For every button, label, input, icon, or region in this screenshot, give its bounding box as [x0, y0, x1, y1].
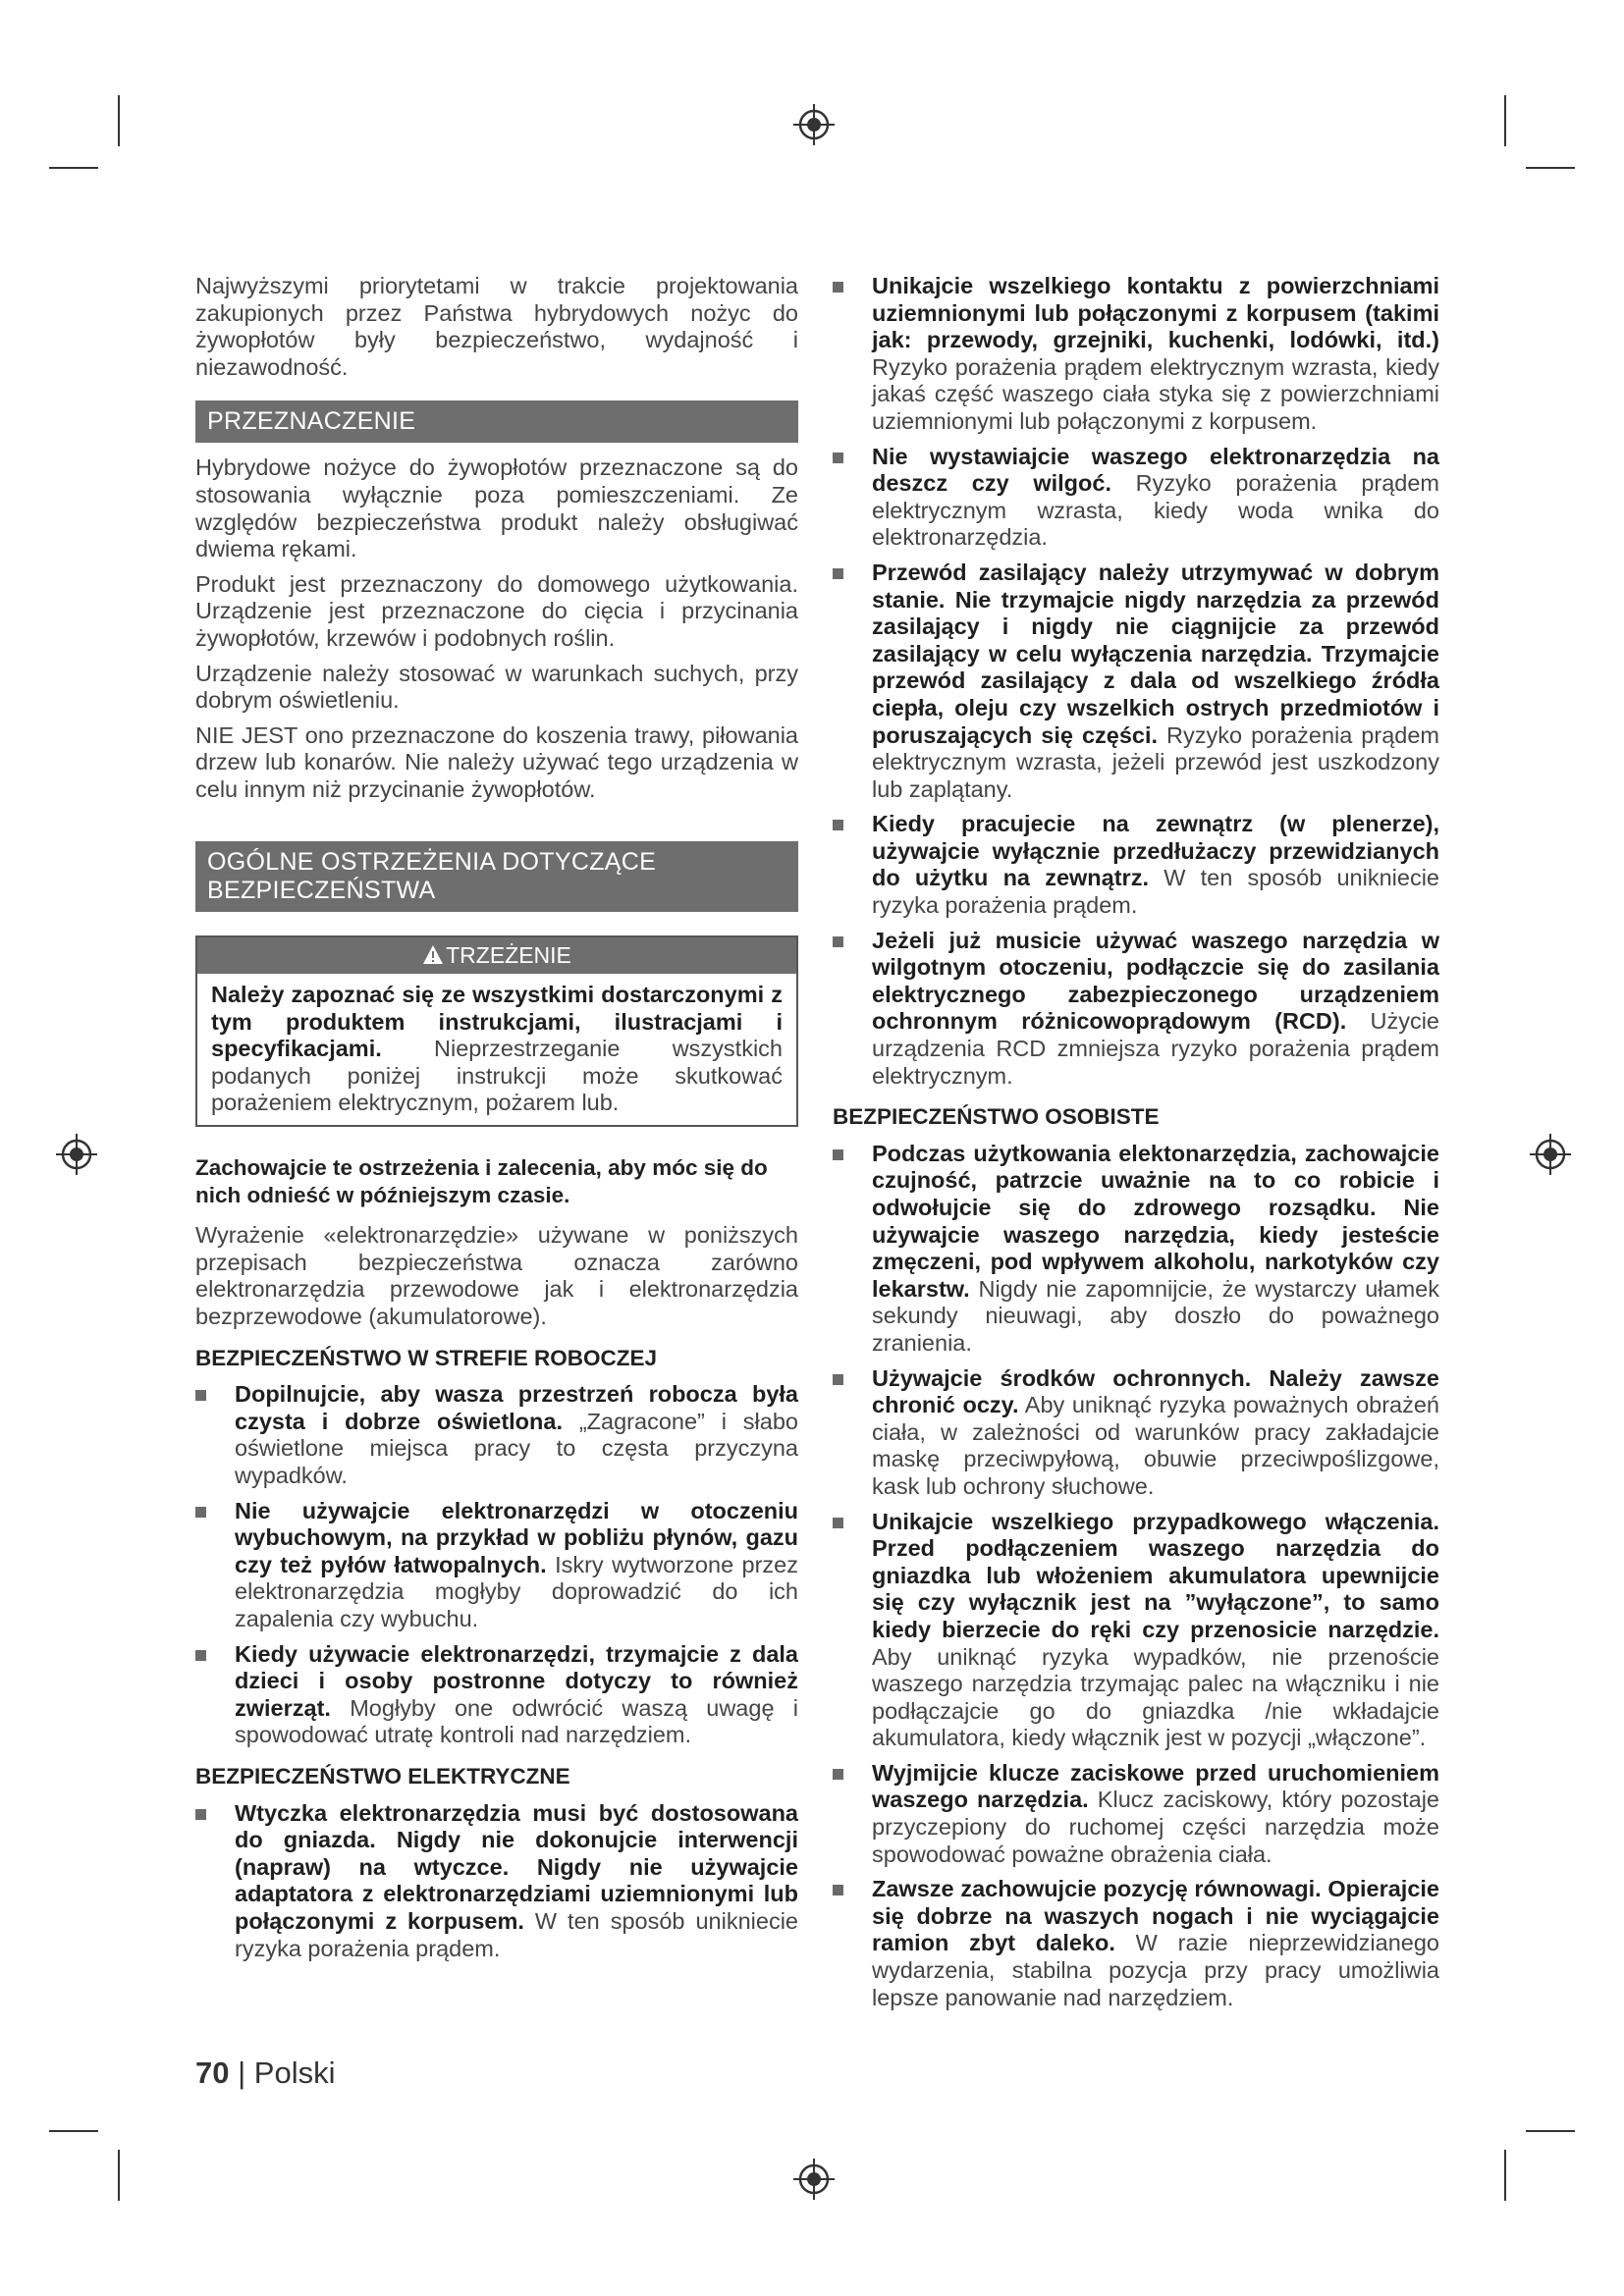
- footer-separator: |: [238, 2056, 246, 2090]
- registration-mark-icon: [54, 1132, 99, 1177]
- item-text: Użycie urządzenia RCD zmniejsza ryzyko porażenia prądem elektrycznym.: [872, 1008, 1439, 1089]
- purpose-paragraph: Hybrydowe nożyce do żywopłotów przeznaczone są do stosowania wyłącznie poza pomieszczeniami. Ze względów bezpieczeństwa produkt należy obsługiwać dwiema rękami.: [195, 454, 798, 562]
- list-item: [195, 1800, 798, 1963]
- list-item: [833, 560, 1439, 803]
- item-bold-text: Kiedy pracujecie na zewnątrz (w plenerze), używajcie wyłącznie przedłużaczy przewidzianych do użytku na zewnątrz.: [872, 811, 1439, 891]
- list-item: [833, 1876, 1439, 2011]
- item-text: W razie nieprzewidzianego wydarzenia, stabilna pozycja przy pracy umożliwia lepsze panowanie nad narzędziem.: [872, 1930, 1439, 2010]
- item-text: Mogłyby one odwrócić waszą uwagę i spowodować utratę kontroli nad narzędziem.: [235, 1694, 798, 1748]
- square-bullet-icon: [195, 1390, 206, 1401]
- square-bullet-icon: [833, 820, 843, 830]
- square-bullet-icon: [833, 1374, 843, 1385]
- keep-instructions-note: Zachowajcie te ostrzeżenia i zalecenia, aby móc się do nich odnieść w późniejszym czasie.: [195, 1155, 768, 1207]
- square-bullet-icon: [833, 1769, 843, 1780]
- page-footer: [195, 2056, 336, 2091]
- crop-mark: [118, 95, 120, 146]
- warning-header: [197, 937, 796, 975]
- item-text: Aby uniknąć ryzyka poważnych obrażeń ciała, w zależności od warunków pracy zakładajcie maskę przeciwpyłową, obuwie przeciwpoślizgowe, kask lub ochrony słuchowe.: [872, 1392, 1440, 1499]
- item-bold-text: Przewód zasilający należy utrzymywać w dobrym stanie. Nie trzymajcie nigdy narzędzia za przewód zasilający i nigdy nie ciągnijcie za przewód zasilający w celu wyłączenia narzędzia. Trzymajcie przewód zasilający z dala od wszelkiego źródła ciepła, oleju czy wszelkich ostrych przedmiotów i poruszających się części.: [872, 559, 1439, 748]
- section-heading-line: OGÓLNE OSTRZEŻENIA DOTYCZĄCE: [207, 847, 657, 876]
- registration-mark-icon: [791, 102, 837, 147]
- square-bullet-icon: [833, 1518, 843, 1528]
- item-text: W ten sposób unikniecie ryzyka porażenia prądem.: [235, 1907, 798, 1961]
- warning-title: TRZEŻENIE: [446, 941, 571, 968]
- item-bold-text: Używajcie środków ochronnych. Należy zawsze chronić oczy.: [872, 1364, 1439, 1418]
- right-column: [833, 273, 1439, 2019]
- list-item: [833, 1760, 1439, 1868]
- section-heading-line: BEZPIECZEŃSTWA: [207, 876, 436, 904]
- item-bold-text: Podczas użytkowania elektonarzędzia, zachowajcie czujność, patrzcie uważnie na to co robicie i odwołujcie się do zdrowego rozsądku. Nie używajcie waszego narzędzia, kiedy jesteście zmęczeni, pod wpływem alkoholu, narkotyków czy lekarstw.: [872, 1140, 1439, 1302]
- item-bold-text: Nie wystawiajcie waszego elektronarzędzia na deszcz czy wilgoć.: [872, 443, 1439, 497]
- item-text: Ryzyko porażenia prądem elektrycznym wzrasta, jeżeli przewód jest uszkodzony lub zaplątany.: [872, 721, 1439, 802]
- warning-box: [195, 935, 798, 1128]
- item-bold-text: Jeżeli już musicie używać waszego narzędzia w wilgotnym otoczeniu, podłączcie się do zasilania elektrycznego zabezpieczonego urządzeniem ochronnym różnicowoprądowym (RCD).: [872, 927, 1439, 1035]
- page-number: 70: [195, 2056, 230, 2090]
- square-bullet-icon: [195, 1650, 206, 1661]
- electrical-list: [195, 1800, 798, 1963]
- list-item: [833, 444, 1439, 552]
- subheading-personal-safety: BEZPIECZEŃSTWO OSOBISTE: [833, 1104, 1160, 1130]
- item-text: Klucz zaciskowy, który pozostaje przyczepiony do ruchomej części narzędzia może spowodować poważne obrażenia ciała.: [872, 1787, 1439, 1867]
- work-area-list: [195, 1381, 798, 1749]
- purpose-paragraph: NIE JEST ono przeznaczone do koszenia trawy, piłowania drzew lub konarów. Nie należy używać tego urządzenia w celu innym niż przycinanie żywopłotów.: [195, 721, 798, 802]
- list-item: [195, 1498, 798, 1633]
- list-item: [833, 1141, 1439, 1358]
- item-bold-text: Dopilnujcie, aby wasza przestrzeń robocza była czysta i dobrze oświetlona.: [235, 1381, 798, 1434]
- square-bullet-icon: [833, 1149, 843, 1160]
- square-bullet-icon: [833, 282, 843, 293]
- item-bold-text: Nie używajcie elektronarzędzi w otoczeniu wybuchowym, na przykład w pobliżu płynów, gazu czy też pyłów łatwopalnych.: [235, 1497, 798, 1577]
- list-item: [833, 273, 1439, 436]
- item-bold-text: Kiedy używacie elektronarzędzi, trzymajcie z dala dzieci i osoby postronne dotyczy to również zwierząt.: [235, 1640, 798, 1721]
- list-item: [833, 928, 1439, 1091]
- crop-mark: [49, 167, 98, 169]
- list-item: [833, 811, 1439, 919]
- square-bullet-icon: [833, 1885, 843, 1896]
- subheading-electrical: BEZPIECZEŃSTWO ELEKTRYCZNE: [195, 1763, 570, 1789]
- item-text: Ryzyko porażenia prądem elektrycznym wzrasta, kiedy woda wnika do elektronarzędzia.: [872, 470, 1439, 551]
- crop-mark: [1504, 95, 1506, 146]
- warning-bold-text: Należy zapoznać się ze wszystkimi dostarczonymi z tym produktem instrukcjami, ilustracjami i specyfikacjami.: [211, 982, 783, 1062]
- crop-mark: [1526, 2130, 1575, 2132]
- list-item: [195, 1641, 798, 1749]
- section-heading-purpose: PRZEZNACZENIE: [195, 400, 798, 443]
- item-text: „Zagracone” i słabo oświetlone miejsca pracy to częsta przyczyna wypadków.: [235, 1408, 798, 1488]
- purpose-paragraph: Produkt jest przeznaczony do domowego użytkowania. Urządzenie jest przeznaczone do cięcia i przycinania żywopłotów, krzewów i podobnych roślin.: [195, 570, 798, 651]
- warning-text: Nieprzestrzeganie wszystkich podanych poniżej instrukcji może skutkować porażeniem elektrycznym, pożarem lub.: [211, 1036, 783, 1116]
- item-bold-text: Zawsze zachowujcie pozycję równowagi. Opierajcie się dobrze na waszych nogach i nie wyciągajcie ramion zbyt daleko.: [872, 1876, 1439, 1956]
- section-heading-general-warnings: [195, 841, 798, 912]
- intro-paragraph: Najwyższymi priorytetami w trakcie projektowania zakupionych przez Państwa hybrydowych nożyc do żywopłotów były bezpieczeństwo, wydajność i niezawodność.: [195, 273, 798, 380]
- square-bullet-icon: [833, 936, 843, 947]
- list-item: [833, 1365, 1439, 1501]
- crop-mark: [118, 2150, 120, 2201]
- warning-body: [197, 974, 796, 1125]
- item-text: Iskry wytworzone przez elektronarzędzia mogłyby doprowadzić do ich zapalenia czy wybuchu.: [235, 1551, 798, 1631]
- term-definition-paragraph: Wyrażenie «elektronarzędzie» używane w poniższych przepisach bezpieczeństwa oznacza zarówno elektronarzędzia przewodowe jak i elektronarzędzia bezprzewodowe (akumulatorowe).: [195, 1222, 798, 1330]
- crop-mark: [49, 2130, 98, 2132]
- item-bold-text: Unikajcie wszelkiego przypadkowego włączenia. Przed podłączeniem waszego narzędzia do gniazdka lub włożeniem akumulatora upewnijcie się czy wyłącznik jest na ”wyłączone”, to samo kiedy bierzecie do ręki czy przenosicie narzędzie.: [872, 1508, 1439, 1642]
- square-bullet-icon: [833, 568, 843, 579]
- purpose-paragraph: Urządzenie należy stosować w warunkach suchych, przy dobrym oświetleniu.: [195, 660, 798, 714]
- list-item: [195, 1381, 798, 1489]
- list-item: [833, 1509, 1439, 1752]
- registration-mark-icon: [1528, 1132, 1573, 1177]
- item-text: Ryzyko porażenia prądem elektrycznym wzrasta, kiedy jakaś część waszego ciała styka się z powierzchniami uziemnionymi lub połączonymi z korpusem.: [872, 353, 1439, 434]
- warning-triangle-icon: [422, 944, 444, 966]
- crop-mark: [1504, 2150, 1506, 2201]
- square-bullet-icon: [195, 1507, 206, 1518]
- registration-mark-icon: [791, 2157, 837, 2202]
- item-text: Nigdy nie zapomnijcie, że wystarczy ułamek sekundy nieuwagi, aby doszło do poważnego zranienia.: [872, 1275, 1439, 1356]
- subheading-work-area: BEZPIECZEŃSTWO W STREFIE ROBOCZEJ: [195, 1345, 658, 1370]
- crop-mark: [1526, 167, 1575, 169]
- item-bold-text: Unikajcie wszelkiego kontaktu z powierzchniami uziemnionymi lub połączonymi z korpusem (takimi jak: przewody, grzejniki, kuchenki, lodówki, itd.): [872, 273, 1439, 353]
- square-bullet-icon: [833, 453, 843, 463]
- footer-language: Polski: [253, 2056, 336, 2090]
- electrical-list-continued: [833, 273, 1439, 1090]
- item-text: Aby uniknąć ryzyka wypadków, nie przenoście waszego narzędzia trzymając palec na włączniku i nie podłączajcie go do gniazdka /nie wkładajcie akumulatora, kiedy włącznik jest w pozycji „włączone”.: [872, 1643, 1439, 1751]
- left-column: [195, 273, 798, 1970]
- square-bullet-icon: [195, 1809, 206, 1820]
- item-bold-text: Wyjmijcie klucze zaciskowe przed uruchomieniem waszego narzędzia.: [872, 1759, 1439, 1813]
- item-text: W ten sposób unikniecie ryzyka porażenia prądem.: [872, 865, 1439, 919]
- personal-safety-list: [833, 1141, 1439, 2011]
- item-bold-text: Wtyczka elektronarzędzia musi być dostosowana do gniazda. Nigdy nie dokonujcie interwencji (napraw) na wtyczce. Nigdy nie używajcie adaptatora z elektronarzędziami uziemnionymi lub połączonymi z korpusem.: [235, 1799, 798, 1934]
